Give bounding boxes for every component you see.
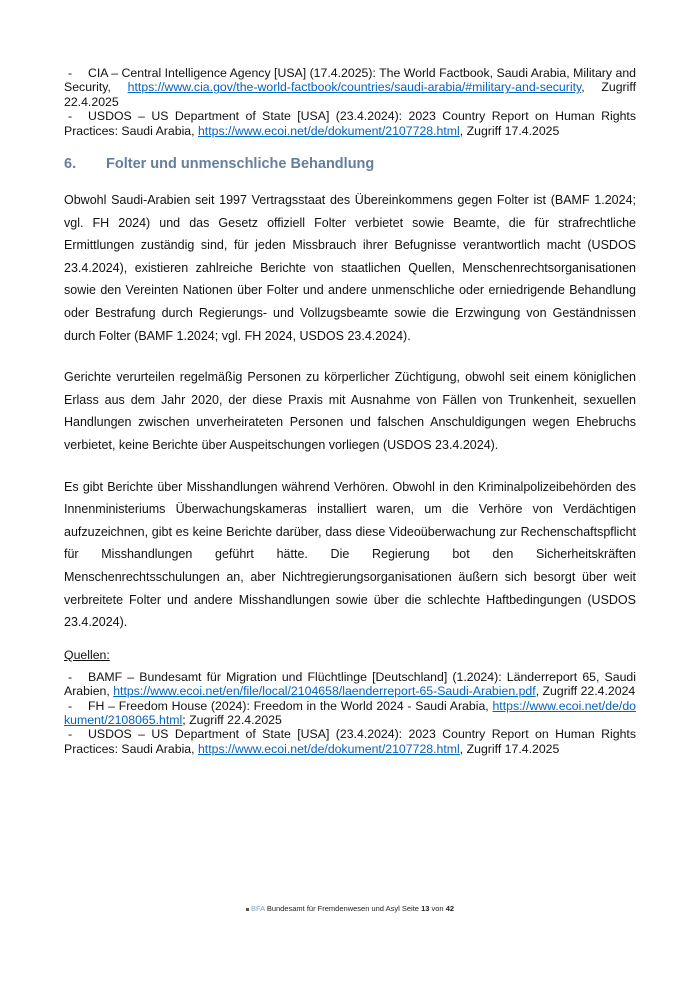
source-item-usdos — [64, 109, 636, 138]
source-link[interactable]: https://www.ecoi.net/de/dokument/2107728.html — [197, 123, 460, 138]
paragraph-2: Gerichte verurteilen regelmäßig Personen zu körperlicher Züchtigung, obwohl seit einem königlichen Erlass aus dem Jahr 2020, der diese Praxis mit Ausnahme von Fällen von Trunkenheit, sexuellen Handlungen zwischen unverheirateten Personen und falschen Anschuldigungen wegen Ehebruchs verbietet, keine Berichte über Auspeitschungen vorliegen (USDOS 23.4.2024). — [64, 370, 636, 452]
bfa-logo-text: BFA — [250, 904, 265, 913]
source-text: FH – Freedom House (2024): Freedom in the World 2024 - Saudi Arabia, — [88, 698, 493, 713]
source-link[interactable]: https://www.ecoi.net/de/dokument/2108065.html — [64, 698, 636, 727]
source-text: USDOS – US Department of State [USA] (23.4.2024): 2023 Country Report on Human Rights Practices: Saudi Arabia, — [64, 727, 636, 756]
page-footer — [0, 904, 700, 914]
source-list-bottom — [64, 670, 636, 756]
dash-bullet: - — [68, 66, 73, 80]
dash-bullet: - — [68, 109, 73, 124]
footer-text-von: von — [429, 904, 446, 913]
source-text: BAMF – Bundesamt für Migration und Flüchtlinge [Deutschland] (1.2024): Länderreport 65, Saudi Arabien, — [64, 669, 636, 699]
paragraph-3: Es gibt Berichte über Misshandlungen während Verhören. Obwohl in den Kriminalpolizeibehörden des Innenministeriums Überwachungskameras installiert waren, um die Verhöre von Verdächtigen aufzuzeichnen, gibt es keine Berichte darüber, dass diese Videoüberwachung zur Rechenschaftspflicht für Misshandlungen geführt hätte. Die Regierung bot den Sicherheitskräften Menschenrechtsschulungen an, aber Nichtregierungsorganisationen äußern sich besorgt über weit verbreitete Folter und andere Misshandlungen sowie über die schlechte Haftbedingungen (USDOS 23.4.2024). — [64, 479, 636, 630]
footer-page-number: 13 — [421, 904, 430, 913]
source-text: ; Zugriff 22.4.2025 — [182, 712, 282, 727]
source-text: CIA – Central Intelligence Agency [USA] (17.4.2025): The World Factbook, Saudi Arabia, Military and Security, — [64, 66, 636, 95]
source-item-cia — [64, 66, 636, 109]
source-item-usdos-2 — [64, 727, 636, 756]
source-text: , Zugriff 22.4.2025 — [64, 80, 636, 109]
source-text: , Zugriff 22.4.2024 — [535, 684, 636, 699]
source-item-bamf — [64, 670, 636, 699]
source-text: , Zugriff 17.4.2025 — [459, 123, 560, 138]
page-content — [64, 0, 636, 756]
section-heading — [64, 156, 636, 173]
footer-total-pages: 42 — [445, 904, 455, 913]
source-list-top — [64, 66, 636, 138]
bfa-logo-icon — [246, 908, 249, 911]
source-item-fh — [64, 699, 636, 728]
dash-bullet: - — [68, 669, 73, 684]
section-title: Folter und unmenschliche Behandlung — [106, 156, 375, 173]
sources-label: Quellen: — [64, 647, 110, 662]
source-link[interactable]: https://www.ecoi.net/de/dokument/2107728.html — [197, 741, 460, 756]
paragraph-1: Obwohl Saudi-Arabien seit 1997 Vertragsstaat des Übereinkommens gegen Folter ist (BAMF 1.2024; vgl. FH 2024) und das Gesetz offiziell Folter verbietet sowie Beamte, die für strafrechtliche Ermittlungen zuständig sind, für jeden Missbrauch ihrer Befugnisse verantwortlich macht (USDOS 23.4.2024), existieren zahlreiche Berichte von staatlichen Quellen, Menschenrechtsorganisationen sowie den Vereinten Nationen über Folter und andere unmenschliche oder erniedrigende Behandlung oder Bestrafung durch Regierungs- und Vollzugsbeamte sowie die Erzwingung von Geständnissen durch Folter (BAMF 1.2024; vgl. FH 2024, USDOS 23.4.2024). — [64, 193, 636, 343]
dash-bullet: - — [68, 727, 73, 742]
source-link[interactable]: https://www.ecoi.net/en/file/local/2104658/laenderreport-65-Saudi-Arabien.pdf — [113, 684, 536, 699]
source-text: , Zugriff 17.4.2025 — [459, 741, 560, 756]
source-link[interactable]: https://www.cia.gov/the-world-factbook/countries/saudi-arabia/#military-and-security — [127, 80, 582, 95]
dash-bullet: - — [68, 698, 73, 713]
footer-text: Bundesamt für Fremdenwesen und Asyl Seite — [264, 904, 422, 913]
section-number: 6. — [64, 156, 77, 173]
source-text: USDOS – US Department of State [USA] (23.4.2024): 2023 Country Report on Human Rights Practices: Saudi Arabia, — [64, 109, 636, 138]
